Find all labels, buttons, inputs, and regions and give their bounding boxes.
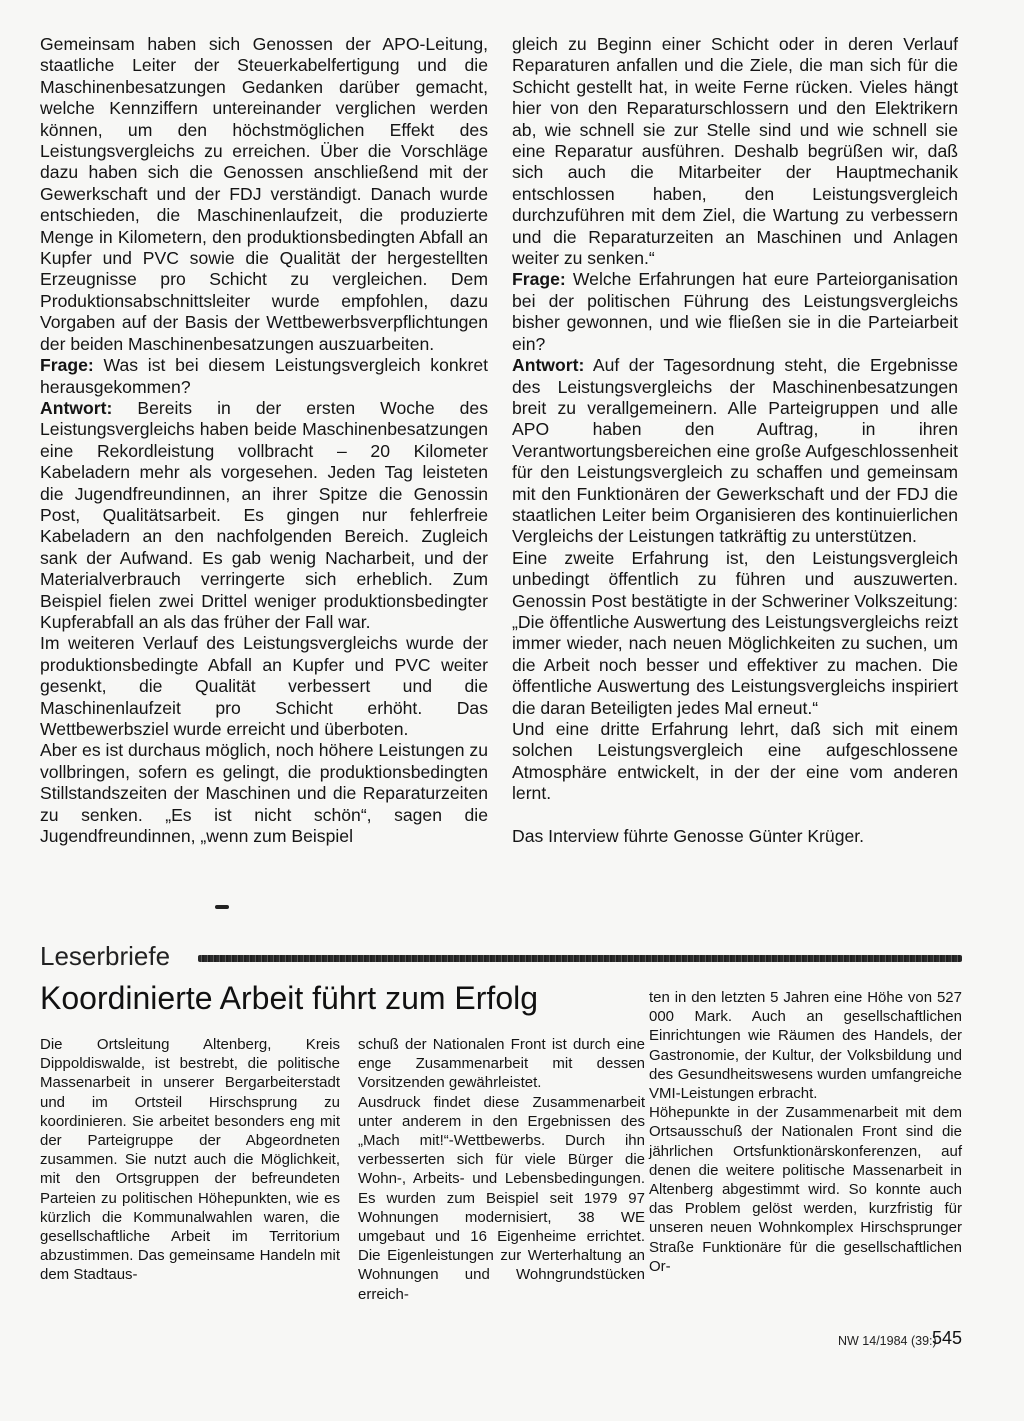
paragraph: gleich zu Beginn einer Schicht oder in deren Verlauf Reparaturen anfallen und die Ziele, die man sich für die Schicht gestellt hat, in weite Ferne rücken. Vieles hängt hier von den Reparaturschlossern und den Elektrikern ab, wie schnell sie zur Stelle sind und wie schnell sie eine Reparatur ausführen. Deshalb begrüßen wir, daß sich auch die Mitarbeiter der Hauptmechanik entschlossen haben, den Leistungsvergleich durchzuführen mit dem Ziel, die Wartung zu verbessern und die Reparaturzeiten an Maschinen und Anlagen weiter zu senken.“ bbox=[512, 34, 958, 269]
page-footer bbox=[838, 1328, 962, 1352]
paragraph: Gemeinsam haben sich Genossen der APO-Leitung, staatliche Leiter der Steuerkabelfertigung und die Maschinenbesatzungen Gedanken darüber gemacht, welche Kennziffern untereinander verglichen werden können, um den höchstmöglichen Effekt des Leistungsvergleichs zu erreichen. Über die Vorschläge dazu haben sich die Genossen anschließend mit der Gewerkschaft und der FDJ verständigt. Danach wurde entschieden, die Maschinenlaufzeit, die produzierte Menge in Kilometern, den produktionsbedingten Abfall an Kupfer und PVC sowie die Qualität der hergestellten Erzeugnisse pro Schicht zu vergleichen. Dem Produktionsabschnittsleiter wurde empfohlen, dazu Vorgaben auf der Basis der Wettbewerbsverpflichtungen der beiden Maschinenbesatzungen auszuarbeiten. bbox=[40, 34, 488, 354]
answer-text: Bereits in der ersten Woche des Leistungsvergleichs haben beide Maschinenbesatzungen eine Rekordleistung vollbracht – 20 Kilometer Kabeladern mehr als vorgesehen. Jeden Tag leisteten die Jugendfreundinnen, an ihrer Spitze die Genossin Post, Qualitätsarbeit. Es gingen nur fehlerfreie Kabeladern an den nachfolgenden Bereich. Zugleich sank der Aufwand. Es gab wenig Nacharbeit, und der Materialverbrauch verringerte sich erheblich. Zum Beispiel fielen zwei Drittel weniger produktionsbedingter Kupferabfall an als das früher der Fall war. bbox=[40, 397, 489, 632]
letter-column-3 bbox=[649, 988, 962, 1276]
letter-column-1 bbox=[40, 1035, 340, 1285]
paragraph: Ausdruck findet diese Zusammenarbeit unter anderem in den Ergebnissen des „Mach mit!“-Wettbewerbs. Durch ihn verbesserten sich für viele Bürger die Wohn-, Arbeits- und Lebensbedingungen. Es wurden zum Beispiel seit 1979 97 Wohnungen modernisiert, 38 WE umgebaut und 16 Eigenheime errichtet. Die Eigenleistungen zur Werterhaltung an Wohnungen und Wohngrundstücken erreich- bbox=[358, 1093, 645, 1303]
page-number: 545 bbox=[931, 1328, 962, 1348]
section-rule bbox=[198, 955, 962, 962]
letter-column-2 bbox=[358, 1035, 645, 1304]
question-paragraph bbox=[40, 355, 488, 398]
paragraph: Und eine dritte Erfahrung lehrt, daß sich mit einem solchen Leistungsvergleich eine aufgeschlossene Atmosphäre entwickelt, in der der eine vom anderen lernt. bbox=[512, 719, 958, 804]
section-header bbox=[40, 941, 962, 971]
question-paragraph bbox=[512, 269, 958, 355]
print-speck bbox=[215, 905, 229, 909]
issue-reference: NW 14/1984 (39:) bbox=[838, 1334, 937, 1348]
interview-column-left bbox=[40, 34, 488, 847]
paragraph: Aber es ist durchaus möglich, noch höhere Leistungen zu vollbringen, sofern es gelingt, die produktionsbedingten Stillstandszeiten der Maschinen und die Reparaturzeiten zu senken. „Es ist nicht schön“, sagen die Jugendfreundinnen, „wenn zum Beispiel bbox=[40, 740, 488, 847]
answer-label: Antwort: bbox=[40, 397, 113, 418]
paragraph: schuß der Nationalen Front ist durch eine enge Zusammenarbeit mit dessen Vorsitzenden gewährleistet. bbox=[358, 1036, 645, 1092]
answer-text: Auf der Tagesordnung steht, die Ergebnisse des Leistungsvergleichs der Maschinenbesatzungen breit zu verallgemeinern. Alle Parteigruppen und alle APO haben den Auftrag, in ihren Verantwortungsbereichen eine große Aufgeschlossenheit für den Leistungsvergleich zu schaffen und gemeinsam mit den Funktionären der Gewerkschaft und der FDJ die staatlichen Leiter beim Organisieren des kontinuierlichen Vergleichs der Leistungen tatkräftig zu unterstützen. bbox=[512, 355, 958, 547]
question-label: Frage: bbox=[512, 269, 566, 290]
paragraph: Höhepunkte in der Zusammenarbeit mit dem Ortsausschuß der Nationalen Front sind die jährlichen Ortsfunktionärskonferenzen, auf denen die weitere politische Massenarbeit in Altenberg abgestimmt wird. So konnte auch das Problem gelöst werden, kurzfristig für unseren neuen Wohnkomplex Hirschsprunger Straße Funktionäre für die gesellschaftlichen Or- bbox=[649, 1104, 962, 1275]
answer-label: Antwort: bbox=[512, 355, 585, 376]
question-text: Was ist bei diesem Leistungsvergleich konkret herausgekommen? bbox=[40, 355, 488, 397]
question-label: Frage: bbox=[40, 355, 94, 376]
section-label: Leserbriefe bbox=[40, 941, 171, 971]
paragraph: ten in den letzten 5 Jahren eine Höhe von 527 000 Mark. Auch an gesellschaftlichen Einrichtungen wie Räumen des Handels, der Gastronomie, der Kultur, der Volksbildung und des Gesundheitswesens wurden umfangreiche VMI-Leistungen erbracht. bbox=[649, 989, 962, 1103]
interview-column-right bbox=[512, 34, 958, 847]
paragraph: Die Ortsleitung Altenberg, Kreis Dippoldiswalde, ist bestrebt, die politische Massenarbeit in unserer Bergarbeiterstadt und im Ortsteil Hirschsprung zu koordinieren. Sie arbeitet besonders eng mit der Parteigruppe der Abgeordneten zusammen. Sie nutzt auch die Möglichkeit, mit den Ortsgruppen der befreundeten Parteien zu politischen Höhepunkten, wie es kürzlich die Kommunalwahlen waren, die gesellschaftliche Arbeit im Territorium abzustimmen. Das gemeinsame Handeln mit dem Stadtaus- bbox=[40, 1036, 340, 1284]
answer-paragraph bbox=[40, 398, 488, 633]
question-text: Welche Erfahrungen hat eure Parteiorganisation bei der politischen Führung des Leistungsvergleichs bisher gewonnen, und wie fließen sie in die Parteiarbeit ein? bbox=[512, 269, 958, 354]
headline: Koordinierte Arbeit führt zum Erfolg bbox=[40, 980, 539, 1016]
paragraph: Im weiteren Verlauf des Leistungsvergleichs wurde der produktionsbedingte Abfall an Kupfer und PVC weiter gesenkt, die Qualität verbessert und die Maschinenlaufzeit pro Schicht erhöht. Das Wettbewerbsziel wurde erreicht und überboten. bbox=[40, 633, 488, 739]
paragraph: Eine zweite Erfahrung ist, den Leistungsvergleich unbedingt öffentlich zu führen und auszuwerten. Genossin Post bestätigte in der Schweriner Volkszeitung: „Die öffentliche Auswertung des Leistungsvergleichs reizt immer wieder, nach neuen Möglichkeiten zu suchen, um die Arbeit noch besser und effektiver zu machen. Die öffentliche Auswertung des Leistungsvergleichs inspiriert die daran Beteiligten jedes Mal erneut.“ bbox=[512, 547, 958, 718]
answer-paragraph bbox=[512, 355, 958, 548]
interview-credit: Das Interview führte Genosse Günter Krüger. bbox=[512, 825, 865, 846]
